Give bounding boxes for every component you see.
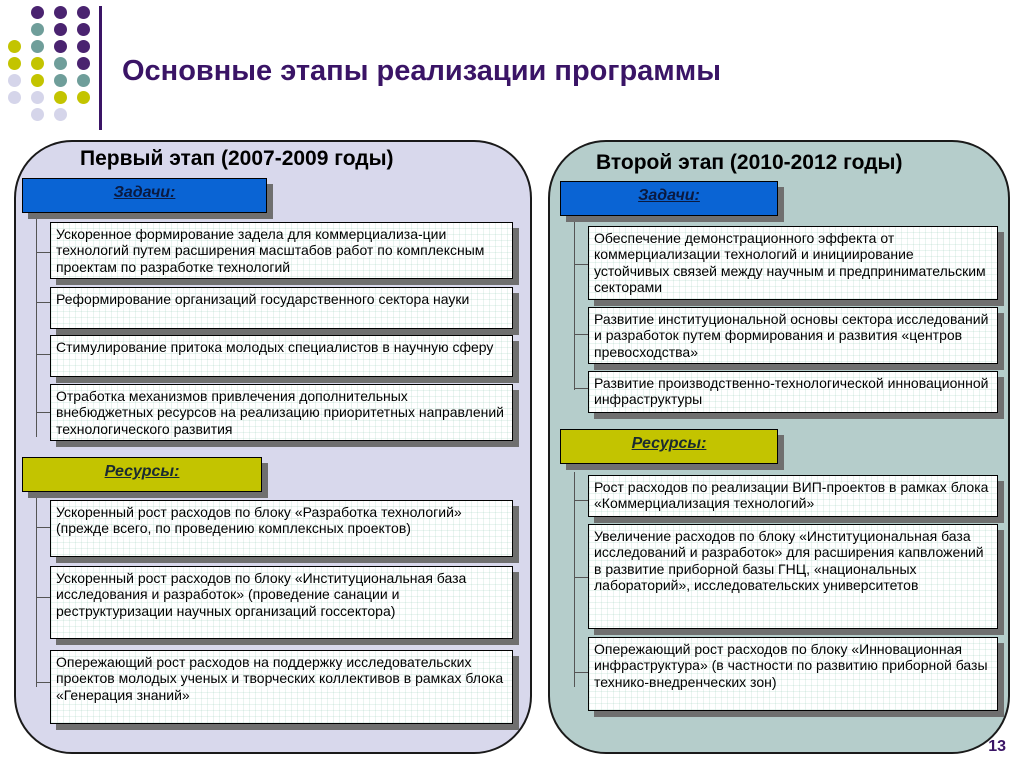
stage1-title: Первый этап (2007-2009 годы) xyxy=(80,147,394,170)
tree-line xyxy=(36,487,37,687)
dot xyxy=(31,6,44,19)
tree-branch xyxy=(574,577,588,578)
stage1-task-3: Стимулирование притока молодых специалистов в научную сферу xyxy=(50,335,513,377)
tree-branch xyxy=(36,682,50,683)
title-divider xyxy=(99,6,102,130)
stage2-task-1: Обеспечение демонстрационного эффекта от коммерциализации технологий и инициирование устойчивых связей между научным и предпринимательским секторами xyxy=(588,226,998,300)
dot xyxy=(54,40,67,53)
stage1-task-1: Ускоренное формирование задела для коммерциализа-ции технологий путем расширения масштабов работ по комплексным проектам по разработке технологий xyxy=(50,222,513,279)
stage1-task-2: Реформирование организаций государственного сектора науки xyxy=(50,287,513,329)
tree-branch xyxy=(36,597,50,598)
stage2-task-2: Развитие институциональной основы сектора исследований и разработок путем формирования и развития «центров превосходства» xyxy=(588,307,998,364)
stage2-title: Второй этап (2010-2012 годы) xyxy=(596,151,903,174)
tree-line xyxy=(36,212,37,437)
tree-line xyxy=(574,214,575,390)
stage2-resource-1: Рост расходов по реализации ВИП-проектов в рамках блока «Коммерциализация технологий» xyxy=(588,475,998,517)
dot xyxy=(54,23,67,36)
tree-branch xyxy=(574,264,588,265)
tree-branch xyxy=(574,500,588,501)
dot xyxy=(54,108,67,121)
dot xyxy=(8,91,21,104)
dot xyxy=(77,23,90,36)
stage2-resource-2: Увеличение расходов по блоку «Институциональная база исследований и разработок» для расширения капвложений в развитие приборной базы ГНЦ, «национальных лабораторий», исследовательских университетов xyxy=(588,524,998,629)
stage1-task-4: Отработка механизмов привлечения дополнительных внебюджетных ресурсов на реализацию приоритетных направлений технологического развития xyxy=(50,384,513,441)
stage2-tasks-header: Задачи: xyxy=(560,181,778,216)
dot xyxy=(8,40,21,53)
dot xyxy=(8,74,21,87)
dot xyxy=(54,91,67,104)
dot xyxy=(77,74,90,87)
stage2-resource-3: Опережающий рост расходов по блоку «Инновационная инфраструктура» (в частности по развитию приборной базы технико-внедренческих зон) xyxy=(588,637,998,711)
page-number: 13 xyxy=(988,738,1006,755)
dot xyxy=(31,74,44,87)
slide-title: Основные этапы реализации программы xyxy=(122,55,721,87)
stage1-resources-header: Ресурсы: xyxy=(22,457,262,492)
dot xyxy=(54,74,67,87)
tree-branch xyxy=(36,302,50,303)
dot xyxy=(77,40,90,53)
tree-branch xyxy=(36,354,50,355)
tree-line xyxy=(574,472,575,687)
dot xyxy=(77,57,90,70)
dot xyxy=(77,6,90,19)
decorative-dot-grid xyxy=(8,6,108,132)
tree-branch xyxy=(574,388,588,389)
dot xyxy=(31,57,44,70)
stage1-panel xyxy=(14,140,532,754)
dot xyxy=(54,6,67,19)
dot xyxy=(31,108,44,121)
tree-branch xyxy=(36,252,50,253)
stage2-panel xyxy=(548,140,1010,754)
dot xyxy=(54,57,67,70)
dot xyxy=(8,57,21,70)
tree-branch xyxy=(574,334,588,335)
dot xyxy=(31,91,44,104)
stage1-tasks-header: Задачи: xyxy=(22,178,267,213)
dot xyxy=(31,23,44,36)
stage2-resources-header: Ресурсы: xyxy=(560,429,778,464)
dot xyxy=(31,40,44,53)
stage1-resource-3: Опережающий рост расходов на поддержку исследовательских проектов молодых ученых и творческих коллективов в рамках блока «Генерация знаний» xyxy=(50,650,513,724)
tree-branch xyxy=(36,412,50,413)
stage2-task-3: Развитие производственно-технологической инновационной инфраструктуры xyxy=(588,371,998,413)
dot xyxy=(77,91,90,104)
stage1-resource-1: Ускоренный рост расходов по блоку «Разработка технологий» (прежде всего, по проведению комплексных проектов) xyxy=(50,500,513,557)
tree-branch xyxy=(36,527,50,528)
tree-branch xyxy=(574,672,588,673)
stage1-resource-2: Ускоренный рост расходов по блоку «Институциональная база исследования и разработок» (проведение санации и реструктуризации научных организаций госсектора) xyxy=(50,566,513,639)
